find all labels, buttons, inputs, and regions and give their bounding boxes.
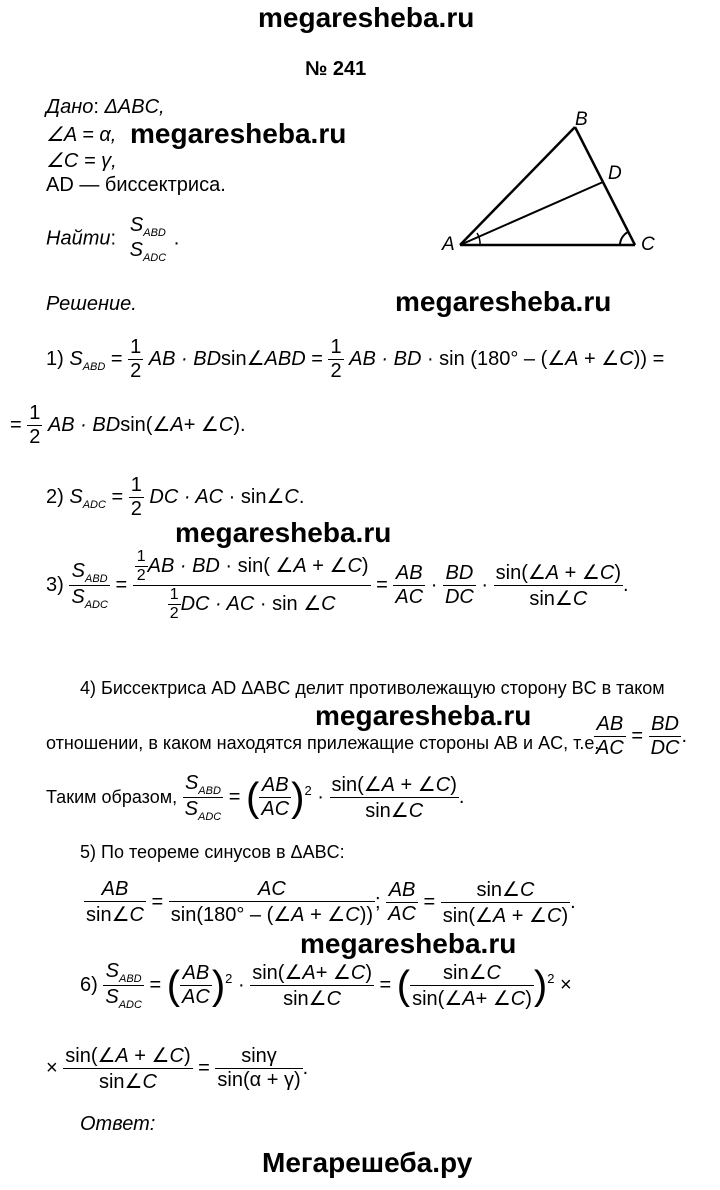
step5-formula: $\frac{AB}{\sin\angle C}$ = $\frac{AC}{\sin(180^\circ - (\angle A + \angle C))}$ ; $\frac{AB}{AC}$ = $\frac{\sin\angle C}{\sin(\angle A + \angle C)}$ . — [86, 878, 576, 927]
problem-number: № 241 — [305, 58, 367, 80]
label-b: B — [575, 109, 588, 130]
watermark-2: megaresheba.ru — [395, 286, 612, 317]
thus-line: Таким образом, $\frac{S_{ABD}}{S_{ADC}}$ = ( $\frac{AB}{AC}$ )$^2$ · $\frac{\sin(\angle A + \angle C)}{\sin\angle C}$ . — [46, 772, 465, 823]
step2-line: 2) $S_{ADC}$ = $\frac{1}{2}$ DC · AC · sin∠C. — [46, 474, 305, 520]
given-bisector: AD — биссектриса. — [46, 174, 226, 196]
step4-line2: отношении, в каком находятся прилежащие стороны AB и AC, т.е. — [46, 733, 600, 753]
given-angle-a: ∠A = α, — [46, 124, 117, 146]
watermark-3: megaresheba.ru — [175, 517, 392, 548]
find-fraction: $S_{ABD}$ $S_{ADC}$ — [129, 214, 167, 264]
watermark-footer: Мегарешеба.ру — [262, 1147, 473, 1178]
thus-label: Таким образом, — [46, 786, 178, 807]
find-den-sub: ADC — [142, 252, 167, 264]
step3-line: 3) $\frac{S_{ABD}}{S_{ADC}}$ = $\frac{1}{2}$ AB · BD · sin( ∠A + ∠C) $\frac{1}{2}$ DC · AC · sin ∠C = $\frac{AB}{AC}$ · $\frac{BD}{DC}$ · $\frac{\sin(\angle A + \angle C)}{\sin\angle C}$ . — [46, 548, 629, 622]
watermark-1: megaresheba.ru — [130, 118, 347, 149]
given-line: Дано: ΔABC, — [46, 96, 165, 118]
bisector-ad — [460, 182, 603, 245]
side-bc — [575, 127, 635, 245]
label-a: A — [442, 234, 455, 255]
watermark-top: megaresheba.ru — [258, 2, 475, 33]
step1-line2: = $\frac{1}{2}$ AB · BDsin(∠A+ ∠C). — [10, 402, 246, 448]
side-ab — [460, 127, 575, 245]
step1-line1: 1) $S_{ABD}$ = $\frac{1}{2}$ AB · BDsin∠ABD = $\frac{1}{2}$ AB · BD · sin (180° – (∠A + ∠C)) = — [46, 336, 665, 382]
answer-line: Ответ: — [80, 1113, 156, 1135]
given-triangle: ΔABC, — [104, 96, 165, 118]
watermark-5: megaresheba.ru — [300, 928, 517, 959]
step5-label: 5) По теореме синусов в ΔABC: — [80, 842, 345, 862]
find-label: Найти — [46, 227, 111, 250]
step6-line2: × $\frac{\sin(\angle A + \angle C)}{\sin\angle C}$ = $\frac{\sin\gamma}{\sin(\alpha + \gamma)}$ . — [46, 1045, 309, 1093]
step6-line1: 6) $\frac{S_{ABD}}{S_{ADC}}$ = ( $\frac{AB}{AC}$ )$^2$ · $\frac{\sin(\angle A+ \angle C)}{\sin\angle C}$ = ( $\frac{\sin\angle C}{\sin(\angle A+ \angle C)}$ )$^2$ × — [80, 960, 572, 1011]
step4-line1: 4) Биссектриса AD ΔABC делит противолежащую сторону BC в таком — [80, 678, 665, 698]
watermark-4: megaresheba.ru — [315, 700, 532, 731]
given-angle-c: ∠C = γ, — [46, 150, 117, 172]
angle-a-arc — [477, 233, 480, 245]
label-d: D — [608, 163, 622, 184]
angle-c-arc — [620, 232, 628, 245]
step4-ratio: $\frac{AB}{AC}$ = $\frac{BD}{DC}$ . — [596, 713, 688, 759]
solution-label: Решение. — [46, 293, 137, 315]
answer-label: Ответ — [80, 1113, 150, 1135]
triangle-diagram — [430, 105, 670, 265]
given-label: Дано — [46, 96, 94, 118]
find-line: Найти: $S_{ABD}$ $S_{ADC}$ . — [46, 214, 180, 264]
label-c: C — [641, 234, 655, 255]
find-num-sub: ABD — [143, 227, 166, 239]
